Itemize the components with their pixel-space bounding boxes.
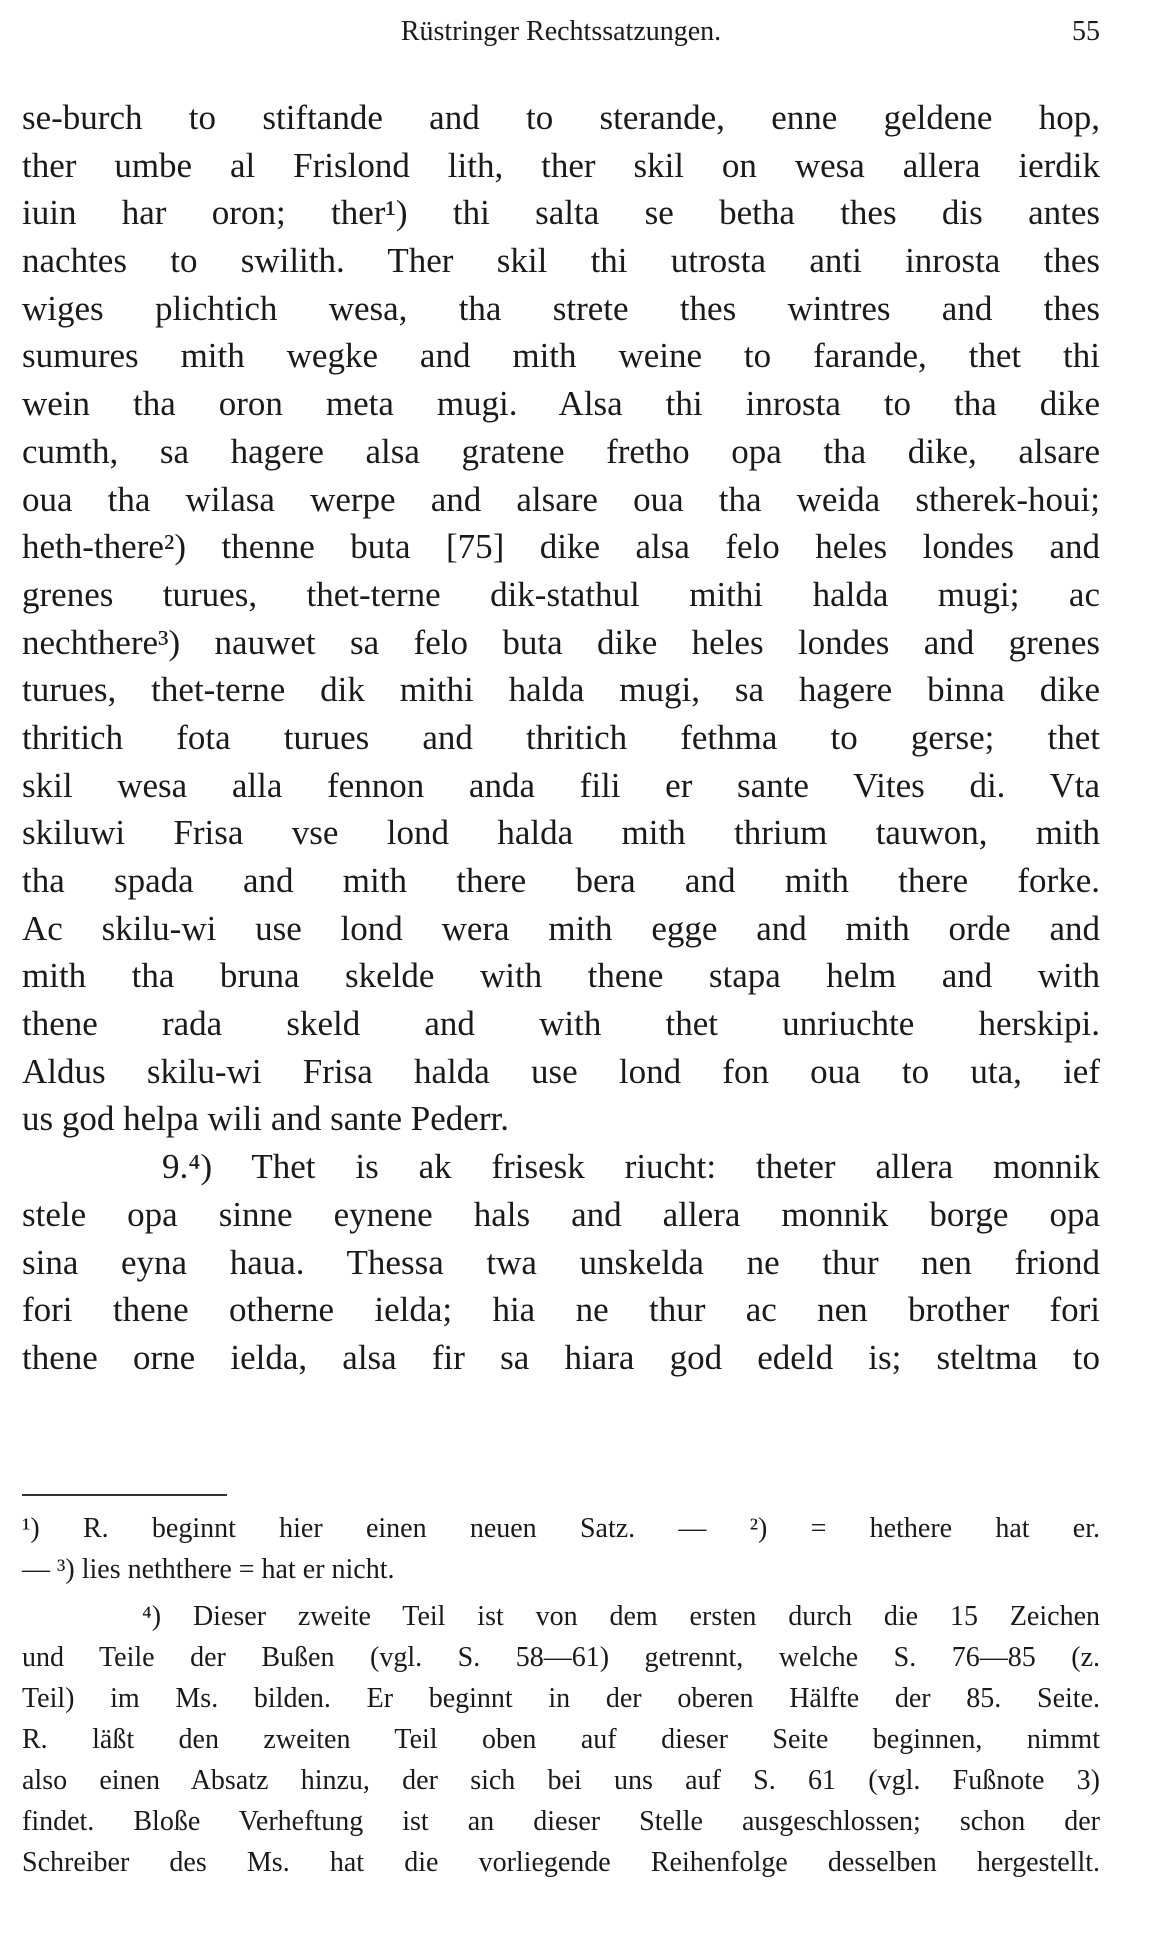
footnote-line: ¹) R. beginnt hier einen neuen Satz. — ²) = hethere hat er. (22, 1513, 1100, 1544)
text-line: se-burch to stiftande and to sterande, enne geldene hop, (22, 98, 1100, 137)
text-line: nechthere³) nauwet sa felo buta dike heles londes and grenes (22, 622, 1100, 662)
text-line: ther umbe al Frislond lith, ther skil on wesa allera ierdik (22, 145, 1100, 185)
page-header (22, 12, 1100, 52)
text-line: mith tha bruna skelde with thene stapa helm and with (22, 956, 1100, 996)
text-line: skiluwi Frisa vse lond halda mith thrium tauwon, mith (22, 813, 1100, 853)
text-line: nachtes to swilith. Ther skil thi utrosta anti inrosta thes (22, 241, 1100, 281)
text-line: sumures mith wegke and mith weine to farande, thet thi (22, 336, 1100, 376)
text-line: Ac skilu-wi use lond wera mith egge and mith orde and (22, 908, 1100, 948)
footnote-line: Teil) im Ms. bilden. Er beginnt in der oberen Hälfte der 85. Seite. (22, 1683, 1100, 1714)
text-line: oua tha wilasa werpe and alsare oua tha weida stherek-houi; (22, 479, 1100, 519)
text-line: fori thene otherne ielda; hia ne thur ac nen brother fori (22, 1290, 1100, 1330)
text-line: skil wesa alla fennon anda fili er sante Vites di. Vta (22, 765, 1100, 805)
footnote-divider (22, 1494, 227, 1496)
footnote-line: R. läßt den zweiten Teil oben auf dieser Seite beginnen, nimmt (22, 1724, 1100, 1755)
text-line: 9.⁴) Thet is ak frisesk riucht: theter allera monnik (162, 1147, 1100, 1187)
text-line: heth-there²) thenne buta [75] dike alsa felo heles londes and (22, 527, 1100, 567)
text-line: turues, thet-terne dik mithi halda mugi, sa hagere binna dike (22, 670, 1100, 710)
text-line: wiges plichtich wesa, tha strete thes wintres and thes (22, 288, 1100, 328)
body-text (22, 94, 1100, 1382)
footnote-line: Schreiber des Ms. hat die vorliegende Reihenfolge desselben hergestellt. (22, 1847, 1100, 1878)
footnote-line: findet. Bloße Verheftung ist an dieser Stelle ausgeschlossen; schon der (22, 1806, 1100, 1837)
footnote-line: also einen Absatz hinzu, der sich bei uns auf S. 61 (vgl. Fußnote 3) (22, 1765, 1100, 1796)
text-line: iuin har oron; ther¹) thi salta se betha thes dis antes (22, 193, 1100, 233)
text-line: thritich fota turues and thritich fethma to gerse; thet (22, 717, 1100, 757)
footnotes (22, 1508, 1100, 1883)
text-line: cumth, sa hagere alsa gratene fretho opa tha dike, alsare (22, 431, 1100, 471)
running-title: Rüstringer Rechtssatzungen. (400, 16, 722, 47)
footnote-line: und Teile der Bußen (vgl. S. 58—61) getrennt, welche S. 76—85 (z. (22, 1642, 1100, 1673)
text-line: stele opa sinne eynene hals and allera monnik borge opa (22, 1194, 1100, 1234)
text-line: tha spada and mith there bera and mith there forke. (22, 861, 1100, 900)
text-line: grenes turues, thet-terne dik-stathul mithi halda mugi; ac (22, 574, 1100, 614)
footnote-line: — ³) lies neththere = hat er nicht. (22, 1554, 395, 1585)
text-line: thene rada skeld and with thet unriuchte herskipi. (22, 1004, 1100, 1044)
footnote-line: ⁴) Dieser zweite Teil ist von dem ersten durch die 15 Zeichen (142, 1601, 1100, 1632)
text-line: sina eyna haua. Thessa twa unskelda ne thur nen friond (22, 1242, 1100, 1282)
text-line: wein tha oron meta mugi. Alsa thi inrosta to tha dike (22, 384, 1100, 424)
text-line: thene orne ielda, alsa fir sa hiara god edeld is; steltma to (22, 1337, 1100, 1377)
text-line: us god helpa wili and sante Pederr. (22, 1099, 509, 1139)
page-number: 55 (1072, 16, 1100, 47)
text-line: Aldus skilu-wi Frisa halda use lond fon oua to uta, ief (22, 1051, 1100, 1091)
